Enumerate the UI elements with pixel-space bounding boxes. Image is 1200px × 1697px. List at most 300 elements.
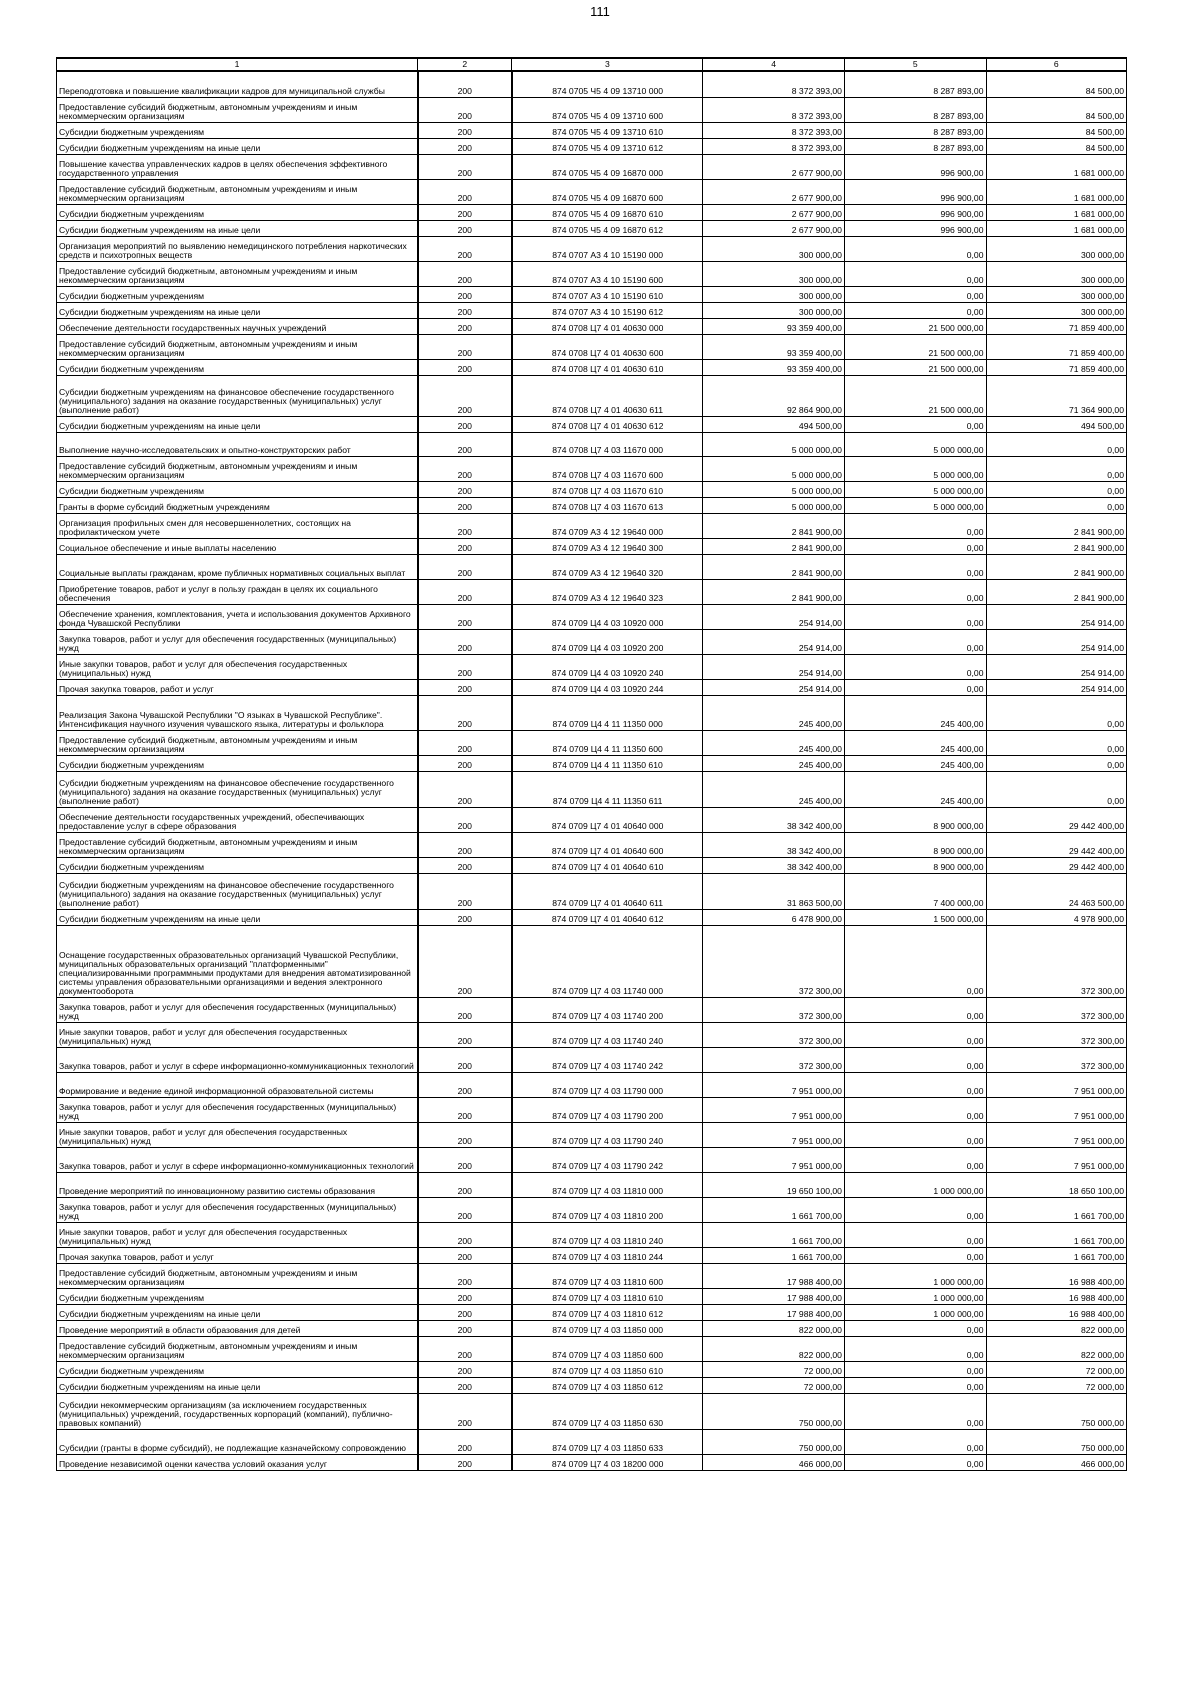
row-code-cell: 200 (418, 1172, 512, 1197)
row-value-col4-cell: 5 000 000,00 (703, 432, 845, 456)
row-value-col5-cell: 8 287 893,00 (844, 138, 986, 154)
row-kbk-cell: 874 0707 А3 4 10 15190 610 (512, 286, 703, 302)
row-name-cell: Субсидии бюджетным учреждениям на финансовое обеспечение государственного (муниципального) задания на оказание государственных (муниципальных) услуг (выполнение работ) (57, 375, 418, 416)
row-value-col6-cell: 7 951 000,00 (986, 1122, 1127, 1147)
row-code-cell: 200 (418, 538, 512, 554)
row-value-col5-cell: 996 900,00 (844, 179, 986, 204)
row-value-col4-cell: 254 914,00 (703, 654, 845, 679)
row-code-cell: 200 (418, 832, 512, 857)
row-name-cell: Приобретение товаров, работ и услуг в пользу граждан в целях их социального обеспечения (57, 579, 418, 604)
row-value-col4-cell: 494 500,00 (703, 416, 845, 432)
row-kbk-cell: 874 0705 Ч5 4 09 16870 612 (512, 220, 703, 236)
row-value-col6-cell: 72 000,00 (986, 1361, 1127, 1377)
row-name-cell: Обеспечение деятельности государственных научных учреждений (57, 318, 418, 334)
row-kbk-cell: 874 0709 Ц7 4 03 11850 630 (512, 1393, 703, 1429)
table-body (57, 71, 1127, 1470)
table-row (57, 261, 1127, 286)
column-header-3: 3 (512, 58, 703, 71)
row-value-col6-cell: 16 988 400,00 (986, 1304, 1127, 1320)
row-kbk-cell: 874 0709 Ц7 4 01 40640 610 (512, 857, 703, 873)
row-kbk-cell: 874 0709 Ц7 4 03 11810 600 (512, 1263, 703, 1288)
table-row (57, 1122, 1127, 1147)
row-code-cell: 200 (418, 730, 512, 755)
column-number-header-row (57, 58, 1127, 71)
row-value-col5-cell: 0,00 (844, 538, 986, 554)
table-row (57, 654, 1127, 679)
row-kbk-cell: 874 0705 Ч5 4 09 16870 600 (512, 179, 703, 204)
row-name-cell: Закупка товаров, работ и услуг для обеспечения государственных (муниципальных) нужд (57, 629, 418, 654)
row-value-col6-cell: 0,00 (986, 730, 1127, 755)
row-code-cell: 200 (418, 154, 512, 179)
row-kbk-cell: 874 0705 Ч5 4 09 13710 000 (512, 71, 703, 97)
table-row (57, 771, 1127, 807)
table-row (57, 1263, 1127, 1288)
row-value-col5-cell: 0,00 (844, 925, 986, 997)
table-row (57, 220, 1127, 236)
row-value-col4-cell: 7 951 000,00 (703, 1072, 845, 1097)
table-row (57, 481, 1127, 497)
row-kbk-cell: 874 0707 А3 4 10 15190 612 (512, 302, 703, 318)
row-code-cell: 200 (418, 286, 512, 302)
row-name-cell: Гранты в форме субсидий бюджетным учреждениям (57, 497, 418, 513)
row-value-col6-cell: 300 000,00 (986, 302, 1127, 318)
row-kbk-cell: 874 0708 Ц7 4 03 11670 600 (512, 456, 703, 481)
row-value-col5-cell: 0,00 (844, 1097, 986, 1122)
column-header-6: 6 (986, 58, 1127, 71)
row-code-cell: 200 (418, 359, 512, 375)
table-row (57, 359, 1127, 375)
row-value-col6-cell: 0,00 (986, 456, 1127, 481)
table-row (57, 579, 1127, 604)
row-value-col5-cell: 8 900 000,00 (844, 832, 986, 857)
table-row (57, 1361, 1127, 1377)
row-code-cell: 200 (418, 513, 512, 538)
row-value-col5-cell: 0,00 (844, 1047, 986, 1072)
row-name-cell: Прочая закупка товаров, работ и услуг (57, 1247, 418, 1263)
row-kbk-cell: 874 0709 Ц7 4 01 40640 611 (512, 873, 703, 909)
row-value-col6-cell: 2 841 900,00 (986, 538, 1127, 554)
row-value-col4-cell: 38 342 400,00 (703, 857, 845, 873)
row-code-cell: 200 (418, 318, 512, 334)
row-value-col5-cell: 0,00 (844, 679, 986, 695)
row-value-col4-cell: 2 677 900,00 (703, 154, 845, 179)
table-row (57, 1336, 1127, 1361)
row-name-cell: Субсидии бюджетным учреждениям (57, 1361, 418, 1377)
row-value-col5-cell: 0,00 (844, 286, 986, 302)
table-row (57, 1454, 1127, 1470)
column-header-5: 5 (844, 58, 986, 71)
row-value-col4-cell: 822 000,00 (703, 1336, 845, 1361)
table-row (57, 302, 1127, 318)
row-value-col4-cell: 300 000,00 (703, 286, 845, 302)
row-value-col5-cell: 0,00 (844, 1454, 986, 1470)
row-value-col4-cell: 254 914,00 (703, 604, 845, 629)
page-number: 111 (590, 4, 610, 19)
row-value-col5-cell: 0,00 (844, 1022, 986, 1047)
row-value-col5-cell: 5 000 000,00 (844, 432, 986, 456)
row-value-col6-cell: 71 859 400,00 (986, 359, 1127, 375)
row-kbk-cell: 874 0709 Ц7 4 03 11790 200 (512, 1097, 703, 1122)
row-value-col6-cell: 16 988 400,00 (986, 1263, 1127, 1288)
row-name-cell: Выполнение научно-исследовательских и опытно-конструкторских работ (57, 432, 418, 456)
row-value-col4-cell: 72 000,00 (703, 1377, 845, 1393)
row-value-col5-cell: 0,00 (844, 1122, 986, 1147)
row-value-col4-cell: 2 841 900,00 (703, 554, 845, 579)
row-value-col4-cell: 466 000,00 (703, 1454, 845, 1470)
row-value-col5-cell: 8 287 893,00 (844, 122, 986, 138)
row-value-col4-cell: 822 000,00 (703, 1320, 845, 1336)
row-value-col4-cell: 2 841 900,00 (703, 538, 845, 554)
row-value-col5-cell: 0,00 (844, 1197, 986, 1222)
table-row (57, 1022, 1127, 1047)
row-value-col5-cell: 0,00 (844, 1072, 986, 1097)
row-value-col5-cell: 0,00 (844, 554, 986, 579)
row-value-col5-cell: 8 900 000,00 (844, 857, 986, 873)
row-code-cell: 200 (418, 122, 512, 138)
row-kbk-cell: 874 0709 Ц7 4 01 40640 000 (512, 807, 703, 832)
row-name-cell: Субсидии бюджетным учреждениям (57, 122, 418, 138)
table-row (57, 334, 1127, 359)
row-value-col6-cell: 1 681 000,00 (986, 154, 1127, 179)
row-name-cell: Организация мероприятий по выявлению немедицинского потребления наркотических средств и психотропных веществ (57, 236, 418, 261)
row-name-cell: Иные закупки товаров, работ и услуг для обеспечения государственных (муниципальных) нужд (57, 1022, 418, 1047)
row-code-cell: 200 (418, 807, 512, 832)
row-code-cell: 200 (418, 497, 512, 513)
row-value-col5-cell: 1 000 000,00 (844, 1288, 986, 1304)
row-value-col6-cell: 29 442 400,00 (986, 832, 1127, 857)
row-code-cell: 200 (418, 1377, 512, 1393)
row-name-cell: Субсидии бюджетным учреждениям (57, 286, 418, 302)
row-code-cell: 200 (418, 97, 512, 122)
row-value-col6-cell: 2 841 900,00 (986, 579, 1127, 604)
row-value-col6-cell: 254 914,00 (986, 604, 1127, 629)
table-row (57, 286, 1127, 302)
row-code-cell: 200 (418, 1122, 512, 1147)
row-code-cell: 200 (418, 261, 512, 286)
row-name-cell: Повышение качества управленческих кадров в целях обеспечения эффективного государственного управления (57, 154, 418, 179)
row-value-col6-cell: 2 841 900,00 (986, 554, 1127, 579)
row-value-col5-cell: 8 287 893,00 (844, 97, 986, 122)
row-kbk-cell: 874 0709 А3 4 12 19640 300 (512, 538, 703, 554)
row-code-cell: 200 (418, 220, 512, 236)
row-code-cell: 200 (418, 1304, 512, 1320)
row-value-col4-cell: 93 359 400,00 (703, 334, 845, 359)
row-code-cell: 200 (418, 236, 512, 261)
row-kbk-cell: 874 0709 Ц4 4 03 10920 240 (512, 654, 703, 679)
row-code-cell: 200 (418, 771, 512, 807)
row-value-col6-cell: 300 000,00 (986, 261, 1127, 286)
row-value-col6-cell: 254 914,00 (986, 629, 1127, 654)
row-code-cell: 200 (418, 71, 512, 97)
row-value-col5-cell: 1 000 000,00 (844, 1172, 986, 1197)
row-kbk-cell: 874 0705 Ч5 4 09 13710 610 (512, 122, 703, 138)
row-name-cell: Предоставление субсидий бюджетным, автономным учреждениям и иным некоммерческим организациям (57, 261, 418, 286)
row-value-col6-cell: 7 951 000,00 (986, 1072, 1127, 1097)
row-code-cell: 200 (418, 554, 512, 579)
table-row (57, 832, 1127, 857)
row-value-col6-cell: 822 000,00 (986, 1336, 1127, 1361)
row-kbk-cell: 874 0708 Ц7 4 01 40630 610 (512, 359, 703, 375)
row-kbk-cell: 874 0705 Ч5 4 09 16870 000 (512, 154, 703, 179)
row-value-col4-cell: 2 677 900,00 (703, 220, 845, 236)
row-code-cell: 200 (418, 1263, 512, 1288)
table-row (57, 1304, 1127, 1320)
row-code-cell: 200 (418, 1247, 512, 1263)
row-code-cell: 200 (418, 416, 512, 432)
row-value-col5-cell: 21 500 000,00 (844, 359, 986, 375)
row-name-cell: Иные закупки товаров, работ и услуг для обеспечения государственных (муниципальных) нужд (57, 1122, 418, 1147)
row-name-cell: Проведение мероприятий в области образования для детей (57, 1320, 418, 1336)
row-code-cell: 200 (418, 1288, 512, 1304)
row-kbk-cell: 874 0709 Ц7 4 03 11810 612 (512, 1304, 703, 1320)
row-value-col5-cell: 21 500 000,00 (844, 318, 986, 334)
row-value-col4-cell: 38 342 400,00 (703, 807, 845, 832)
row-value-col5-cell: 245 400,00 (844, 695, 986, 730)
table-row (57, 122, 1127, 138)
table-row (57, 1320, 1127, 1336)
row-name-cell: Предоставление субсидий бюджетным, автономным учреждениям и иным некоммерческим организациям (57, 97, 418, 122)
row-value-col4-cell: 5 000 000,00 (703, 481, 845, 497)
row-value-col5-cell: 5 000 000,00 (844, 481, 986, 497)
table-row (57, 1429, 1127, 1454)
row-code-cell: 200 (418, 755, 512, 771)
row-value-col6-cell: 372 300,00 (986, 997, 1127, 1022)
row-value-col4-cell: 300 000,00 (703, 236, 845, 261)
row-name-cell: Субсидии бюджетным учреждениям на иные цели (57, 1377, 418, 1393)
row-value-col5-cell: 0,00 (844, 579, 986, 604)
row-value-col5-cell: 8 287 893,00 (844, 71, 986, 97)
row-name-cell: Переподготовка и повышение квалификации кадров для муниципальной службы (57, 71, 418, 97)
row-name-cell: Закупка товаров, работ и услуг для обеспечения государственных (муниципальных) нужд (57, 1097, 418, 1122)
row-code-cell: 200 (418, 604, 512, 629)
row-code-cell: 200 (418, 481, 512, 497)
table-row (57, 513, 1127, 538)
table-row (57, 375, 1127, 416)
row-name-cell: Закупка товаров, работ и услуг в сфере информационно-коммуникационных технологий (57, 1147, 418, 1172)
row-code-cell: 200 (418, 1454, 512, 1470)
row-value-col4-cell: 2 841 900,00 (703, 579, 845, 604)
row-kbk-cell: 874 0709 Ц7 4 03 11850 612 (512, 1377, 703, 1393)
table-row (57, 154, 1127, 179)
row-kbk-cell: 874 0709 А3 4 12 19640 000 (512, 513, 703, 538)
row-value-col6-cell: 0,00 (986, 432, 1127, 456)
row-name-cell: Предоставление субсидий бюджетным, автономным учреждениям и иным некоммерческим организациям (57, 456, 418, 481)
row-value-col4-cell: 1 661 700,00 (703, 1197, 845, 1222)
row-value-col4-cell: 372 300,00 (703, 1047, 845, 1072)
row-value-col6-cell: 16 988 400,00 (986, 1288, 1127, 1304)
row-value-col4-cell: 17 988 400,00 (703, 1304, 845, 1320)
row-value-col4-cell: 5 000 000,00 (703, 497, 845, 513)
row-value-col6-cell: 300 000,00 (986, 286, 1127, 302)
table-row (57, 456, 1127, 481)
row-value-col6-cell: 0,00 (986, 695, 1127, 730)
row-value-col6-cell: 0,00 (986, 497, 1127, 513)
row-value-col4-cell: 38 342 400,00 (703, 832, 845, 857)
row-kbk-cell: 874 0709 Ц7 4 03 11810 610 (512, 1288, 703, 1304)
row-name-cell: Субсидии бюджетным учреждениям (57, 857, 418, 873)
row-kbk-cell: 874 0709 Ц7 4 01 40640 600 (512, 832, 703, 857)
row-name-cell: Субсидии бюджетным учреждениям на иные цели (57, 416, 418, 432)
row-code-cell: 200 (418, 579, 512, 604)
row-name-cell: Предоставление субсидий бюджетным, автономным учреждениям и иным некоммерческим организациям (57, 334, 418, 359)
row-value-col6-cell: 466 000,00 (986, 1454, 1127, 1470)
row-value-col5-cell: 0,00 (844, 236, 986, 261)
row-value-col5-cell: 245 400,00 (844, 755, 986, 771)
row-name-cell: Оснащение государственных образовательных организаций Чувашской Республики, муниципальных образовательных организаций "платформенными" специализированными программными продуктами для внедрения автоматизированной системы управления образовательными организациями и ведения электронного документооборота (57, 925, 418, 997)
table-row (57, 1147, 1127, 1172)
row-value-col4-cell: 245 400,00 (703, 771, 845, 807)
row-name-cell: Обеспечение деятельности государственных учреждений, обеспечивающих предоставление услуг в сфере образования (57, 807, 418, 832)
row-value-col6-cell: 7 951 000,00 (986, 1097, 1127, 1122)
row-value-col4-cell: 245 400,00 (703, 695, 845, 730)
table-row (57, 857, 1127, 873)
row-value-col6-cell: 372 300,00 (986, 1022, 1127, 1047)
row-value-col6-cell: 1 681 000,00 (986, 220, 1127, 236)
table-row (57, 538, 1127, 554)
table-row (57, 1393, 1127, 1429)
table-row (57, 755, 1127, 771)
table-row (57, 1097, 1127, 1122)
table-row (57, 318, 1127, 334)
row-kbk-cell: 874 0709 Ц4 4 03 10920 200 (512, 629, 703, 654)
row-value-col5-cell: 5 000 000,00 (844, 497, 986, 513)
row-name-cell: Субсидии бюджетным учреждениям на иные цели (57, 138, 418, 154)
row-value-col4-cell: 8 372 393,00 (703, 97, 845, 122)
row-value-col5-cell: 0,00 (844, 997, 986, 1022)
row-value-col6-cell: 84 500,00 (986, 97, 1127, 122)
row-value-col5-cell: 0,00 (844, 1393, 986, 1429)
row-value-col4-cell: 372 300,00 (703, 1022, 845, 1047)
table-row (57, 695, 1127, 730)
row-kbk-cell: 874 0707 А3 4 10 15190 600 (512, 261, 703, 286)
row-value-col4-cell: 93 359 400,00 (703, 359, 845, 375)
row-kbk-cell: 874 0709 Ц4 4 11 11350 600 (512, 730, 703, 755)
row-name-cell: Иные закупки товаров, работ и услуг для обеспечения государственных (муниципальных) нужд (57, 654, 418, 679)
row-value-col6-cell: 372 300,00 (986, 1047, 1127, 1072)
row-code-cell: 200 (418, 1222, 512, 1247)
table-row (57, 204, 1127, 220)
table-row (57, 1247, 1127, 1263)
row-value-col5-cell: 245 400,00 (844, 730, 986, 755)
row-value-col4-cell: 6 478 900,00 (703, 909, 845, 925)
row-value-col6-cell: 24 463 500,00 (986, 873, 1127, 909)
row-value-col5-cell: 996 900,00 (844, 154, 986, 179)
row-value-col6-cell: 71 859 400,00 (986, 318, 1127, 334)
row-name-cell: Предоставление субсидий бюджетным, автономным учреждениям и иным некоммерческим организациям (57, 179, 418, 204)
row-value-col6-cell: 84 500,00 (986, 138, 1127, 154)
row-kbk-cell: 874 0709 Ц7 4 03 11810 240 (512, 1222, 703, 1247)
row-value-col5-cell: 0,00 (844, 629, 986, 654)
row-value-col6-cell: 1 661 700,00 (986, 1197, 1127, 1222)
row-code-cell: 200 (418, 629, 512, 654)
row-value-col4-cell: 300 000,00 (703, 261, 845, 286)
row-value-col5-cell: 1 000 000,00 (844, 1304, 986, 1320)
row-value-col5-cell: 0,00 (844, 1361, 986, 1377)
row-value-col4-cell: 1 661 700,00 (703, 1247, 845, 1263)
budget-table (56, 57, 1127, 1471)
table-row (57, 1222, 1127, 1247)
table-row (57, 1288, 1127, 1304)
row-kbk-cell: 874 0709 А3 4 12 19640 320 (512, 554, 703, 579)
row-value-col6-cell: 254 914,00 (986, 679, 1127, 695)
row-value-col6-cell: 2 841 900,00 (986, 513, 1127, 538)
row-code-cell: 200 (418, 138, 512, 154)
row-value-col6-cell: 29 442 400,00 (986, 807, 1127, 832)
row-kbk-cell: 874 0709 Ц7 4 03 18200 000 (512, 1454, 703, 1470)
table-row (57, 432, 1127, 456)
row-code-cell: 200 (418, 1320, 512, 1336)
row-code-cell: 200 (418, 1429, 512, 1454)
row-name-cell: Предоставление субсидий бюджетным, автономным учреждениям и иным некоммерческим организациям (57, 1263, 418, 1288)
row-kbk-cell: 874 0708 Ц7 4 03 11670 613 (512, 497, 703, 513)
row-value-col5-cell: 0,00 (844, 1320, 986, 1336)
row-value-col6-cell: 822 000,00 (986, 1320, 1127, 1336)
row-value-col6-cell: 300 000,00 (986, 236, 1127, 261)
row-code-cell: 200 (418, 1361, 512, 1377)
column-header-4: 4 (703, 58, 845, 71)
table-row (57, 909, 1127, 925)
row-name-cell: Закупка товаров, работ и услуг для обеспечения государственных (муниципальных) нужд (57, 1197, 418, 1222)
row-code-cell: 200 (418, 909, 512, 925)
row-code-cell: 200 (418, 456, 512, 481)
row-kbk-cell: 874 0709 Ц7 4 03 11790 000 (512, 1072, 703, 1097)
row-value-col5-cell: 0,00 (844, 1336, 986, 1361)
row-value-col6-cell: 750 000,00 (986, 1429, 1127, 1454)
row-name-cell: Предоставление субсидий бюджетным, автономным учреждениям и иным некоммерческим организациям (57, 1336, 418, 1361)
row-value-col5-cell: 0,00 (844, 1222, 986, 1247)
row-kbk-cell: 874 0708 Ц7 4 01 40630 611 (512, 375, 703, 416)
table-row (57, 807, 1127, 832)
row-code-cell: 200 (418, 1336, 512, 1361)
row-value-col5-cell: 996 900,00 (844, 204, 986, 220)
row-value-col4-cell: 2 677 900,00 (703, 179, 845, 204)
row-value-col6-cell: 7 951 000,00 (986, 1147, 1127, 1172)
row-name-cell: Социальное обеспечение и иные выплаты населению (57, 538, 418, 554)
row-name-cell: Субсидии некоммерческим организациям (за исключением государственных (муниципальных) учреждений, государственных корпораций (компаний), публично-правовых компаний) (57, 1393, 418, 1429)
table-row (57, 925, 1127, 997)
row-value-col4-cell: 245 400,00 (703, 730, 845, 755)
row-code-cell: 200 (418, 375, 512, 416)
row-value-col5-cell: 1 000 000,00 (844, 1263, 986, 1288)
row-kbk-cell: 874 0709 Ц4 4 11 11350 000 (512, 695, 703, 730)
row-kbk-cell: 874 0705 Ч5 4 09 16870 610 (512, 204, 703, 220)
table-row (57, 97, 1127, 122)
row-kbk-cell: 874 0707 А3 4 10 15190 000 (512, 236, 703, 261)
row-name-cell: Социальные выплаты гражданам, кроме публичных нормативных социальных выплат (57, 554, 418, 579)
row-value-col6-cell: 71 364 900,00 (986, 375, 1127, 416)
table-row (57, 1377, 1127, 1393)
column-header-2: 2 (418, 58, 512, 71)
row-code-cell: 200 (418, 873, 512, 909)
table-row (57, 179, 1127, 204)
row-code-cell: 200 (418, 679, 512, 695)
row-value-col5-cell: 0,00 (844, 1429, 986, 1454)
row-kbk-cell: 874 0708 Ц7 4 03 11670 610 (512, 481, 703, 497)
row-value-col6-cell: 4 978 900,00 (986, 909, 1127, 925)
row-value-col5-cell: 5 000 000,00 (844, 456, 986, 481)
row-value-col5-cell: 0,00 (844, 261, 986, 286)
row-name-cell: Прочая закупка товаров, работ и услуг (57, 679, 418, 695)
row-value-col4-cell: 300 000,00 (703, 302, 845, 318)
row-value-col5-cell: 21 500 000,00 (844, 334, 986, 359)
row-kbk-cell: 874 0709 Ц4 4 11 11350 610 (512, 755, 703, 771)
row-value-col6-cell: 29 442 400,00 (986, 857, 1127, 873)
row-kbk-cell: 874 0705 Ч5 4 09 13710 612 (512, 138, 703, 154)
row-value-col4-cell: 92 864 900,00 (703, 375, 845, 416)
row-value-col5-cell: 0,00 (844, 1147, 986, 1172)
row-value-col4-cell: 72 000,00 (703, 1361, 845, 1377)
column-header-1: 1 (57, 58, 418, 71)
